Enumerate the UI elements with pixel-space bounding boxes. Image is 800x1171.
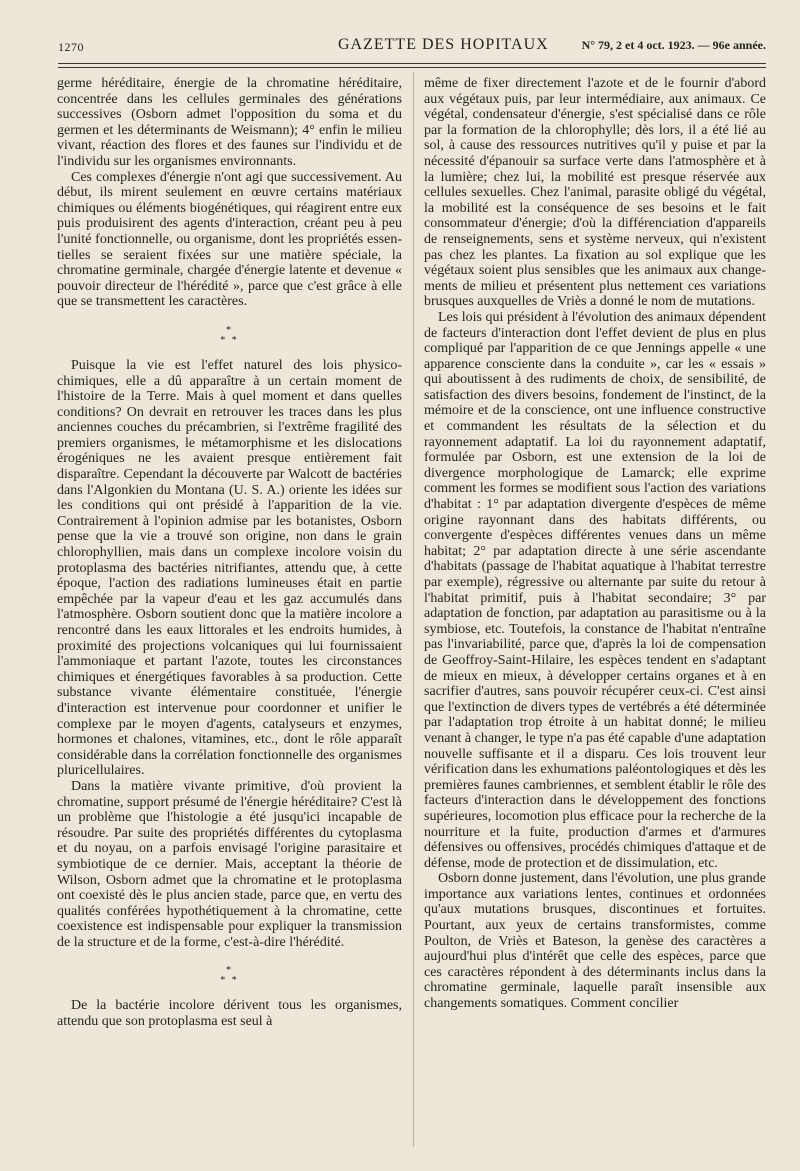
paragraph: De la bactérie incolore dérivent tous les organismes, attendu que son protoplasma est seul à (57, 998, 402, 1030)
paragraph: même de fixer directement l'azote et de le fournir d'abord aux végétaux puis, par leur intermédiaire, aux animaux. Ce végétal, condensateur d'énergie, s'est spécialisé dans ce rôle par la formation de la chlorophylle; dès lors, il a été lié au sol, à cause des ressources nutritives qu'il y puise et par la nécessité d'épanouir sa surface verte dans l'atmosphère et à la lumière; chez lui, la mobilité est presque réservée aux cellules sexuelles. Chez l'animal, parasite obligé du végétal, la mobilité est la conséquence de ses besoins et le fait consommateur d'énergie; d'où la différenciation d'appareils de renseignements, sens et système nerveux, qui n'existent pas chez les plantes. La fixation au sol explique que les végétaux soient plus sensibles que les animaux aux changements de milieu et présentent plus nettement ces variations brusques auxquelles de Vriès a donné le nom de mutations. (424, 76, 766, 310)
paragraph: Puisque la vie est l'effet naturel des lois physico-chimiques, elle a dû apparaître à un certain moment de l'histoire de la Terre. Mais à quel moment et dans quelles conditions? On devrait en retrouver les traces dans les plus anciennes couches du précambrien, si l'extrême fragilité des premiers organismes, le métamorphisme et les dislocations érogéniques ne les avaient presque entièrement fait disparaître. Cependant la découverte par Walcott de bactéries dans l'Algonkien du Montana (U. S. A.) oriente les idées sur les conditions qui ont présidé à l'apparition de la vie. Contrairement à l'opinion admise par les botanistes, Osborn pense que la vie a trouvé son origine, non dans le grain chlorophyllien, mais dans un complexe incolore voisin du protoplasma des bactéries nitrifiantes, attendu que, à cette époque, l'action des radiations lumineuses était en partie empêchée par la vapeur d'eau et les gaz accumulés dans l'atmosphère. Osborn soutient donc que la matière incolore a rencontré dans les eaux littorales et les endroits humides, à proximité des projections volcaniques qui lui fournissaient l'ammoniaque et partant l'azote, toutes les circonstances chimiques et énergétiques favorables à sa production. Cette substance vivante élémentaire constituée, l'énergie d'interaction est intervenue pour coordonner et unifier le complexe par le moyen d'agents, catalyseurs et enzymes, hormones et chalones, vitamines, etc., dont le rôle apparaît considérable dans la corrélation fonctionnelle des organismes pluricellulaires. (57, 357, 402, 779)
paragraph: Ces complexes d'énergie n'ont agi que successivement. Au début, ils mirent seulement en œuvre certains matériaux chimiques ou éléments biogénétiques, qui réagirent entre eux puis produisirent des agents d'interaction, créant peu à peu l'unité fonctionnelle, ou organisme, dont les propriétés essentielles se seraient fixées sur une matière spéciale, la chromatine germinale, chargée d'énergie latente et devenue « pouvoir directeur de l'hérédité », parce que c'est grâce à elle que se transmettent les caractères. (57, 169, 402, 310)
section-asterism: * * * (220, 324, 239, 346)
header-rule-bottom (58, 67, 766, 68)
right-column (424, 76, 766, 1145)
header-rule-top (58, 63, 766, 64)
paragraph: Osborn donne justement, dans l'évolution, une plus grande importance aux variations lentes, continues et ordonnées qu'aux mutations brusques, discontinues et fortuites. Pourtant, aux yeux de certains transformistes, comme Poulton, de Vriès et Bateson, la genèse des caractères a aujourd'hui plus d'intérêt que celle des espèces, parce que ces caractères répondent à des déterminants inclus dans la chromatine germinale, laquelle paraît insensible aux changements somatiques. Comment concilier (424, 871, 766, 1012)
page-header (58, 34, 766, 60)
paragraph: germe héréditaire, énergie de la chromatine héréditaire, concentrée dans les cellules germinales des générations successives (Osborn admet l'opposition du soma et du germen et les déterminants de Weismann); 4° enfin le milieu vivant, réaction des flores et des faunes sur l'individu et de l'individu sur les organismes environnants. (57, 76, 402, 169)
paragraph: Les lois qui président à l'évolution des animaux dépendent de facteurs d'interaction dont l'effet devient de plus en plus compliqué par l'apparition de ce que Jennings appelle « une apparence consciente dans la conduite », car les « essais » qui aboutissent à des rudiments de choix, de sensibilité, de satisfaction des divers besoins, fondement de l'instinct, de la mémoire et de la conscience, ont une influence constructive et commandent les résultats de la sélection et du rayonnement adaptatif. La loi du rayonnement adaptatif, formulée par Osborn, est une extension de la loi de divergence morphologique de Lamarck; elle exprime comment les formes se modifient sous l'action des variations d'habitat : 1° par adaptation divergente d'espèces de même origine rayonnant dans des habitats différents, ou convergente d'espèces différentes venues dans un même habitat; 2° par adaptation directe à une série ascendante d'habitats (passage de l'habitat aquatique à l'habitat terrestre par exemple), régressive ou alternante par suite du retour à l'habitat primitif, puis à l'habitat secondaire; 3° par adaptation de fonction, par adaptation au parasitisme ou à la symbiose, etc. Toutefois, la constance de l'habitat n'entraîne pas l'invariabilité, parce que, d'après la loi de compensation de Geoffroy-Saint-Hilaire, les espèces tendent en s'adaptant de mieux en mieux, à développer certains organes et à en sacrifier d'autres, sans pouvoir récupérer ceux-ci. C'est ainsi que l'extinction de divers types de vertébrés a été déterminée par l'adaptation trop étroite à un habitat donné; le milieu venant à changer, le type n'a pas été capable d'une adaptation nouvelle suffisante et il a disparu. Ces lois trouvent leur vérification dans les exhumations paléontologiques et dès les premières faunes cambriennes, et semblent établir le rôle des facteurs d'interaction dans le développement des fonctions supérieures, locomotion plus efficace pour la recherche de la nourriture et la fuite, production d'armes et d'armures défensives ou offensives, procédés chimiques d'attaque et de défense, mode de protection et de dissimulation, etc. (424, 309, 766, 871)
issue-info: N° 79, 2 et 4 oct. 1923. — 96e année. (581, 38, 766, 52)
left-column (57, 76, 402, 1145)
column-separator (413, 72, 414, 1147)
page-number: 1270 (58, 40, 84, 54)
journal-title: GAZETTE DES HOPITAUX (338, 36, 549, 53)
section-asterism: * * * (220, 965, 239, 987)
paragraph: Dans la matière vivante primitive, d'où provient la chromatine, support présumé de l'énergie héréditaire? C'est là un problème que l'histologie a été jusqu'ici incapable de résoudre. Par suite des propriétés différentes du cytoplasma et du noyau, on a parfois envisagé l'origine parasitaire et symbiotique de ce dernier. Mais, acceptant la théorie de Wilson, Osborn admet que la chromatine et le protoplasma ont coexisté dès le plus ancien stade, parce que, en vertu des qualités conférées hypothétiquement à la chromatine, cette coexistence est indispensable pour expliquer la transmission de la structure et de la forme, c'est-à-dire l'hérédité. (57, 778, 402, 950)
